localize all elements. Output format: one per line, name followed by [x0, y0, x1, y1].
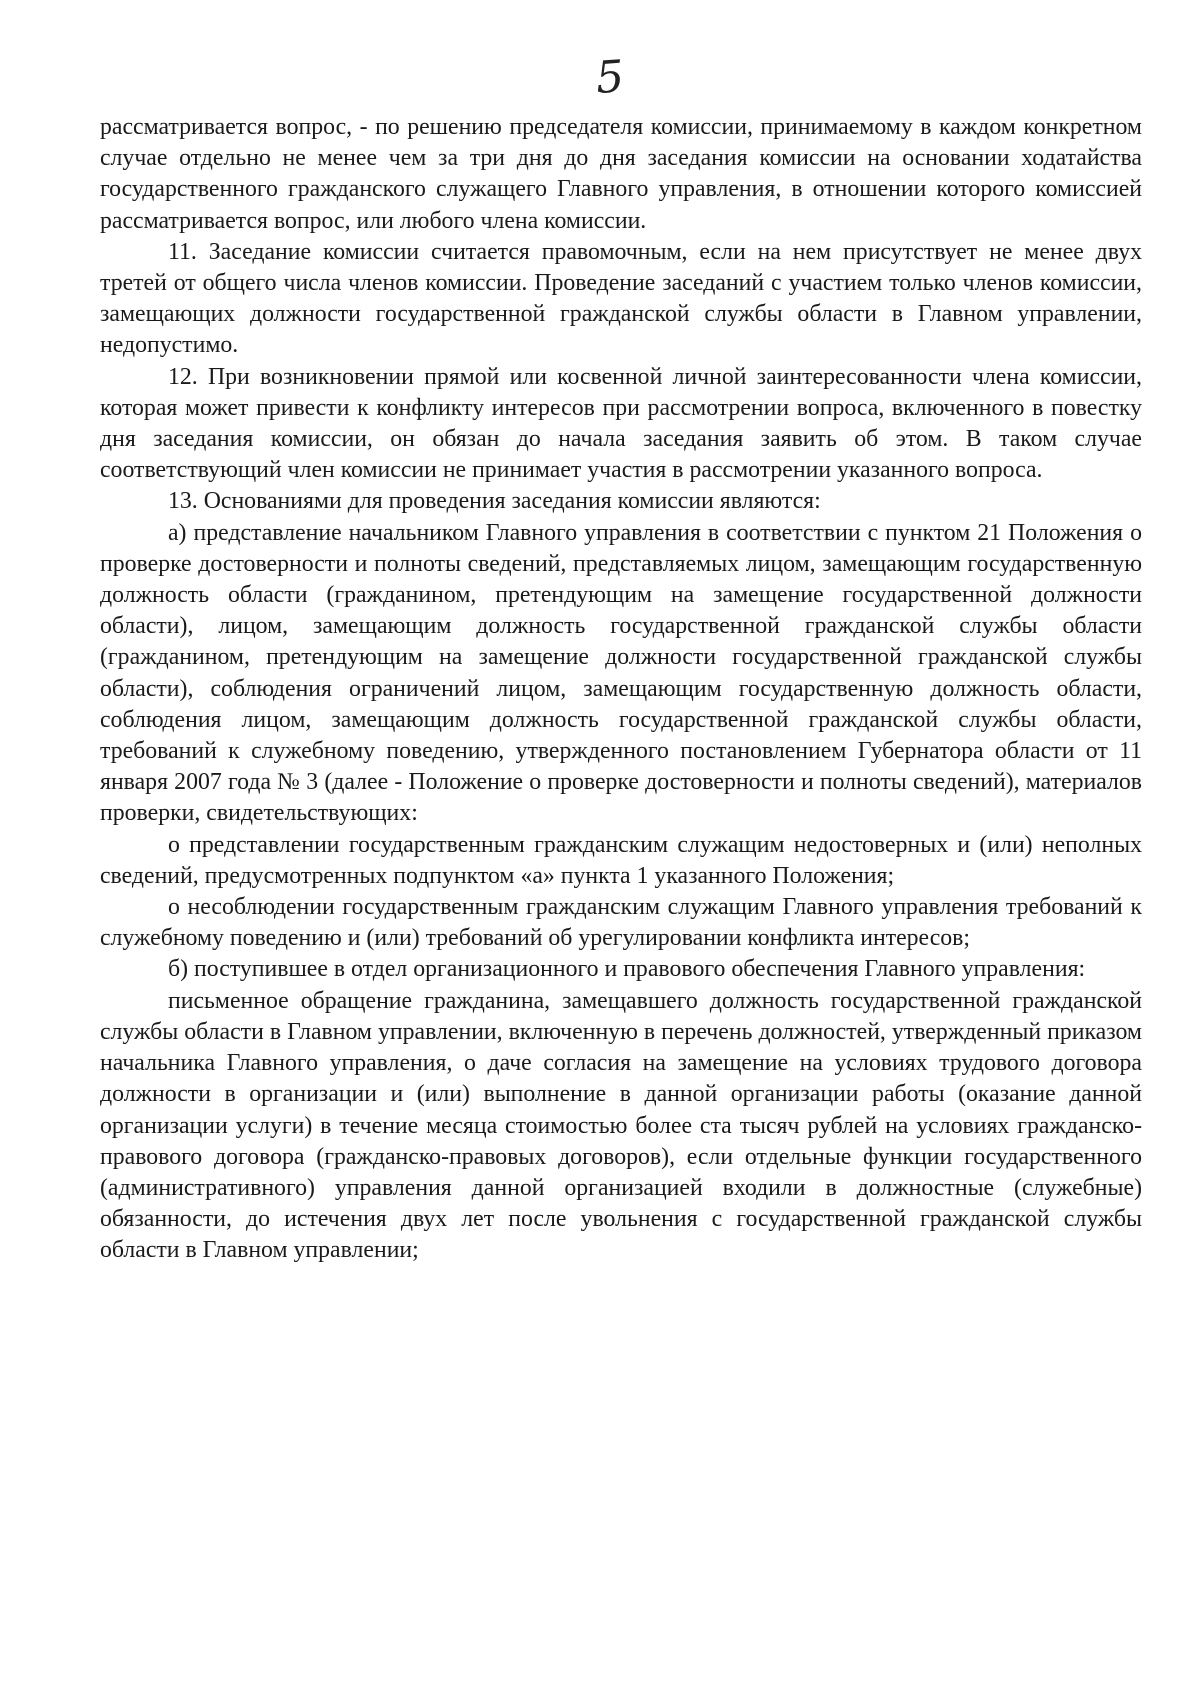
paragraph-13b-item-1: письменное обращение гражданина, замещавшего должность государственной гражданской службы области в Главном управлении, включенную в перечень должностей, утвержденный приказом начальника Главного управления, о даче согласия на замещение на условиях трудового договора должности в организации и (или) выполнение в данной организации работы (оказание данной организации услуги) в течение месяца стоимостью более ста тысяч рублей на условиях гражданско-правового договора (гражданско-правовых договоров), если отдельные функции государственного (административного) управления данной организацией входили в должностные (служебные) обязанности, до истечения двух лет после увольнения с государственной гражданской службы области в Главном управлении; [100, 987, 1142, 1264]
paragraph-12: 12. При возникновении прямой или косвенной личной заинтересованности члена комиссии, которая может привести к конфликту интересов при рассмотрении вопроса, включенного в повестку дня заседания комиссии, он обязан до начала заседания заявить об этом. В таком случае соответствующий член комиссии не принимает участия в рассмотрении указанного вопроса. [100, 363, 1142, 484]
paragraph-13b: б) поступившее в отдел организационного и правового обеспечения Главного управления: [168, 956, 1086, 983]
document-body [100, 112, 1142, 1267]
paragraph-continuation: рассматривается вопрос, - по решению председателя комиссии, принимаемому в каждом конкретном случае отдельно не менее чем за три дня до дня заседания комиссии на основании ходатайства государственного гражданского служащего Главного управления, в отношении которого комиссией рассматривается вопрос, или любого члена комиссии. [100, 114, 1142, 234]
page-number: 5 [594, 51, 626, 104]
paragraph-13a-item-1: о представлении государственным гражданским служащим недостоверных и (или) неполных сведений, предусмотренных подпунктом «а» пункта 1 указанного Положения; [100, 831, 1142, 889]
paragraph-13: 13. Основаниями для проведения заседания комиссии являются: [168, 488, 821, 515]
paragraph-13a: а) представление начальником Главного управления в соответствии с пунктом 21 Положения о проверке достоверности и полноты сведений, представляемых лицом, замещающим государственную должность области (гражданином, претендующим на замещение государственной должности области), лицом, замещающим должность государственной гражданской службы области (гражданином, претендующим на замещение должности государственной гражданской службы области), соблюдения ограничений лицом, замещающим государственную должность области, соблюдения лицом, замещающим должность государственной гражданской службы области, требований к служебному поведению, утвержденного постановлением Губернатора области от 11 января 2007 года № 3 (далее - Положение о проверке достоверности и полноты сведений), материалов проверки, свидетельствующих: [100, 519, 1142, 827]
paragraph-11: 11. Заседание комиссии считается правомочным, если на нем присутствует не менее двух третей от общего числа членов комиссии. Проведение заседаний с участием только членов комиссии, замещающих должности государственной гражданской службы области в Главном управлении, недопустимо. [100, 238, 1142, 359]
paragraph-13a-item-2: о несоблюдении государственным гражданским служащим Главного управления требований к служебному поведению и (или) требований об урегулировании конфликта интересов; [100, 894, 1142, 952]
